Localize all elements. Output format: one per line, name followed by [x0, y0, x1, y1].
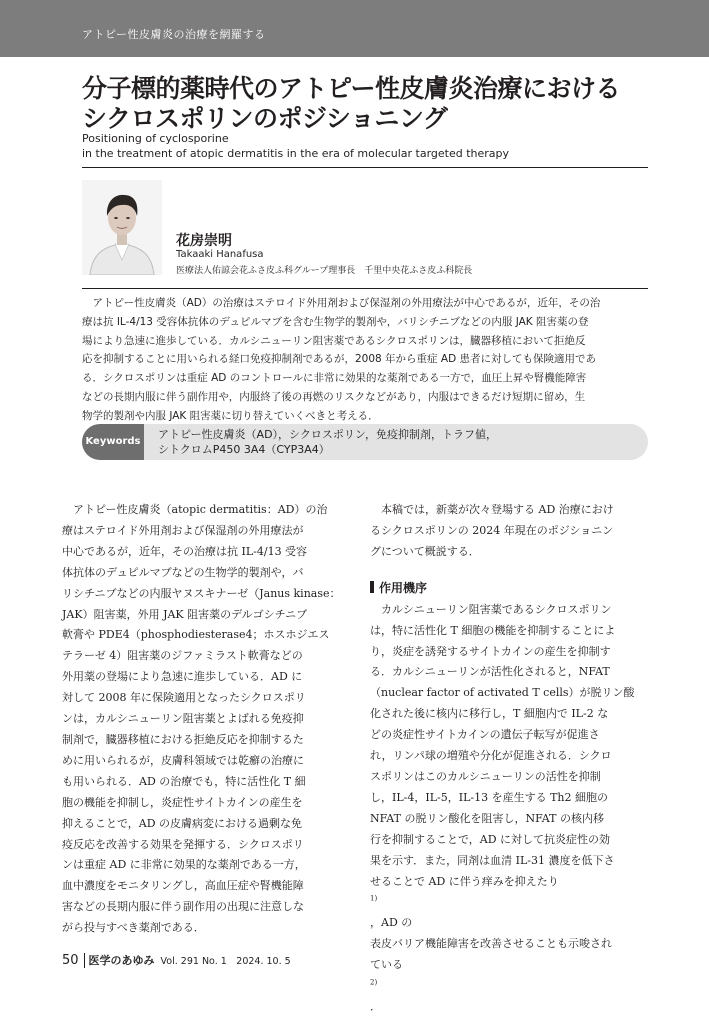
body-line: カルシニューリン阻害薬であるシクロスポリン [381, 602, 612, 616]
page-number: 50 [62, 953, 85, 968]
keywords-label: Keywords [82, 424, 144, 460]
author-portrait-illustration [82, 180, 162, 275]
english-title-line: Positioning of cyclosporine [82, 132, 229, 145]
english-title [82, 131, 682, 161]
body-line: 疫反応を改善する効果を発揮する．シクロスポリ [62, 837, 304, 851]
abstract-line: る．シクロスポリンは重症 AD のコントロールに非常に効果的な薬剤である一方で，血圧上昇や腎機能障害 [82, 372, 587, 385]
article-title [82, 74, 682, 134]
body-line: アトピー性皮膚炎（atopic dermatitis：AD）の治 [73, 503, 328, 516]
journal-name: 医学のあゆみ [88, 954, 155, 967]
body-line: 化された後に核内に移行し，T 細胞内で IL-2 な [370, 707, 609, 721]
body-line: も用いられる．AD の治療でも，特に活性化 T 細 [62, 774, 306, 788]
body-line: どの炎症性サイトカインの遺伝子転写が促進さ [370, 728, 600, 742]
citation-ref-1: 1) [370, 894, 378, 903]
body-line: めに用いられるが，皮膚科領域では乾癬の治療に [62, 753, 304, 767]
divider-top [82, 167, 648, 168]
body-line: スポリンはこのカルシニューリンの活性を抑制 [370, 769, 601, 783]
body-line: 胞の機能を抑制し，炎症性サイトカインの産生を [62, 795, 303, 809]
body-line: し，IL-4，IL-5，IL-13 を産生する Th2 細胞の [370, 790, 609, 804]
author-photo [82, 180, 162, 275]
body-line: り，炎症を誘発するサイトカインの産生を抑制す [370, 644, 611, 658]
body-line: るシクロスポリンの 2024 年現在のポジショニン [370, 523, 614, 537]
body-line: 抑えることで，AD の皮膚病変における過剰な免 [62, 816, 303, 830]
body-line: NFAT の脱リン酸化を阻害し，NFAT の核内移 [370, 811, 604, 825]
section-heading-text: 作用機序 [379, 580, 428, 595]
body-line: 害などの長期内服に伴う副作用の出現に注意しな [62, 900, 304, 914]
body-line: JAK）阻害薬，外用 JAK 阻害薬のデルゴシチニブ [62, 607, 308, 621]
author-romanized-name: Takaaki Hanafusa [176, 249, 264, 260]
abstract-line: アトピー性皮膚炎（AD）の治療はステロイド外用剤および保湿剤の外用療法が中心であるが，近年，その治 [92, 297, 601, 309]
mechanism-paragraph [370, 600, 650, 1018]
body-line: 行を抑制することで，AD に対して抗炎症性の効 [370, 832, 611, 846]
body-left-column [62, 500, 362, 939]
body-line: ンは，カルシニューリン阻害薬とよばれる免疫抑 [62, 712, 304, 726]
abstract-line: 応を抑制することに用いられる経口免疫抑制剤であるが，2008 年から重症 AD 患者に対しても保険適用であ [82, 353, 597, 366]
category-banner [0, 0, 709, 57]
keywords-line: シトクロムP450 3A4（CYP3A4） [158, 443, 330, 456]
author-name: 花房崇明 [176, 233, 232, 249]
section-heading [370, 579, 650, 597]
english-title-line: in the treatment of atopic dermatitis in the era of molecular targeted therapy [82, 147, 510, 160]
body-line: は，特に活性化 T 細胞の機能を抑制することによ [370, 623, 616, 637]
body-line: 果を示す．また，同剤は血清 IL-31 濃度を低下さ [370, 853, 615, 867]
keywords-list [158, 427, 497, 457]
divider-bottom [82, 288, 648, 289]
body-text: ，AD の [370, 916, 413, 930]
citation-ref-2: 2) [370, 978, 378, 987]
section-marker-icon [370, 581, 374, 593]
intro-paragraph [62, 500, 362, 939]
abstract-line: 物学的製剤や内服 JAK 阻害薬に切り替えていくべきと考える． [82, 409, 379, 422]
page-footer [62, 949, 291, 968]
issue-info: Vol. 291 No. 1 2024. 10. 5 [160, 956, 291, 967]
keywords-line: アトピー性皮膚炎（AD），シクロスポリン，免疫抑制剤，トラフ値， [158, 428, 497, 441]
abstract [82, 294, 648, 426]
body-line: 軟膏や PDE4（phosphodiesterase4；ホスホジエス [62, 628, 330, 642]
body-text: ． [370, 999, 381, 1013]
body-line: 療はステロイド外用剤および保湿剤の外用療法が [62, 523, 304, 537]
body-line: 中心であるが，近年，その治療は抗 IL-4/13 受容 [62, 544, 308, 558]
body-text: ている [370, 958, 403, 972]
abstract-line: 場により急速に進歩している．カルシニューリン阻害薬であるシクロスポリンは，臓器移植において拒絶反 [82, 334, 586, 347]
body-line: リシチニブなどの内服ヤヌスキナーゼ（Janus kinase： [62, 586, 341, 600]
body-line: がら投与すべき薬剤である． [62, 921, 205, 935]
body-line: 本稿では，新薬が次々登場する AD 治療におけ [381, 503, 614, 516]
author-affiliation: 医療法人佑諒会花ふさ皮ふ科グループ理事長 千里中央花ふさ皮ふ科院長 [176, 266, 473, 276]
body-right-column [370, 500, 650, 1018]
body-line: 体抗体のデュピルマブなどの生物学的製剤や，バ [62, 565, 304, 579]
title-line: シクロスポリンのポジショニング [82, 104, 448, 133]
body-line: グについて概説する． [370, 544, 480, 558]
intro-closing-paragraph [370, 500, 650, 563]
abstract-line: 療は抗 IL-4/13 受容体抗体のデュピルマブを含む生物学的製剤や，バリシチニブなどの内服 JAK 阻害薬の登 [82, 315, 589, 328]
body-line-with-citation [370, 872, 650, 935]
category-label: アトピー性皮膚炎の治療を網羅する [82, 28, 266, 41]
body-line: 表皮バリア機能障害を改善させることも示唆され [370, 937, 612, 951]
body-line: 制剤で，臓器移植における拒絶反応を抑制するた [62, 732, 304, 746]
body-line: る．カルシニューリンが活性化されると，NFAT [370, 665, 610, 679]
body-line: 対して 2008 年に保険適用となったシクロスポリ [62, 691, 306, 705]
body-line: ンは重症 AD に非常に効果的な薬剤である一方， [62, 858, 306, 872]
body-line: れ，リンパ球の増殖や分化が促進される．シクロ [370, 749, 612, 763]
body-text: せることで AD に伴う痒みを抑えたり [370, 874, 559, 888]
body-line: 血中濃度をモニタリングし，高血圧症や腎機能障 [62, 879, 304, 893]
body-line: テラーゼ 4）阻害薬のジファミラスト軟膏などの [62, 649, 303, 663]
abstract-line: などの長期内服に伴う副作用や，内服終了後の再燃のリスクなどがあり，内服はできるだけ短期に留め，生 [82, 390, 586, 403]
body-line: 外用薬の登場により急速に進歩している．AD に [62, 670, 303, 684]
body-line: （nuclear factor of activated T cells）が脱リン酸 [370, 686, 635, 700]
body-line-with-citation [370, 955, 650, 1018]
title-line: 分子標的薬時代のアトピー性皮膚炎治療における [82, 74, 621, 103]
keywords-box [82, 424, 648, 460]
